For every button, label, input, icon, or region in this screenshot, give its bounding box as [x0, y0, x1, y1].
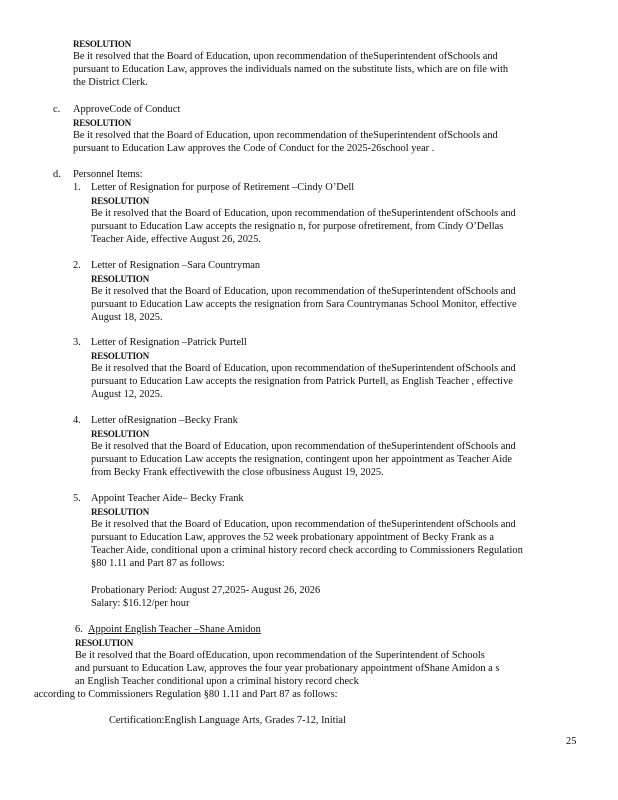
personnel-item-4 [91, 414, 516, 479]
substitute-lists-resolution [73, 37, 508, 89]
item-number: 5. [73, 493, 81, 504]
resolution-text-line: pursuant to Education Law accepts the resignation, contingent upon her appointment as Teacher Aide [91, 454, 512, 465]
resolution-text-line: Teacher Aide, conditional upon a criminal history record check according to Commissioners Regulation [91, 545, 523, 556]
resolution-text-line: an English Teacher conditional upon a criminal history record check [75, 676, 359, 687]
section-title: Personnel Items: [73, 169, 143, 180]
resolution-text-line: Be it resolved that the Board of Education, upon recommendation of theSuperintendent ofSchools and [73, 130, 498, 141]
resolution-text-line: August 18, 2025. [91, 312, 163, 323]
resolution-text-line: Teacher Aide, effective August 26, 2025. [91, 234, 261, 245]
item-title: Appoint English Teacher –Shane Amidon [88, 624, 261, 635]
resolution-text-line: §80 1.11 and Part 87 as follows: [91, 558, 225, 569]
item-title: Letter of Resignation for purpose of Retirement –Cindy O’Dell [91, 182, 355, 193]
personnel-item-5 [91, 492, 523, 570]
item-title: Letter ofResignation –Becky Frank [91, 415, 238, 426]
item-number: 2. [73, 260, 81, 271]
page-number: 25 [566, 736, 577, 747]
resolution-text-line: and pursuant to Education Law, approves the four year probationary appointment ofShane Amidon a s [75, 663, 500, 674]
resolution-text-line: pursuant to Education Law approves the Code of Conduct for the 2025-26school year . [73, 143, 435, 154]
item-title: Letter of Resignation –Patrick Purtell [91, 337, 247, 348]
salary: Salary: $16.12/per hour [91, 598, 190, 609]
item-number: 6. [75, 624, 83, 635]
resolution-text-line: Be it resolved that the Board of Education, upon recommendation of theSuperintendent ofSchools and [73, 51, 498, 62]
resolution-text-line: pursuant to Education Law, approves the 52 week probationary appointment of Becky Frank as a [91, 532, 495, 543]
resolution-heading: RESOLUTION [91, 273, 150, 285]
item-title: Letter of Resignation –Sara Countryman [91, 260, 261, 271]
resolution-text-line: Be it resolved that the Board of Education, upon recommendation of theSuperintendent ofSchools and [91, 208, 516, 219]
resolution-text-line: Be it resolved that the Board of Education, upon recommendation of theSuperintendent ofSchools and [91, 519, 516, 530]
resolution-heading: RESOLUTION [91, 428, 150, 440]
resolution-heading: RESOLUTION [73, 117, 132, 129]
resolution-heading: RESOLUTION [73, 38, 132, 50]
probationary-period: Probationary Period: August 27,2025- August 26, 2026 [91, 585, 321, 596]
resolution-text-line: Be it resolved that the Board of Education, upon recommendation of theSuperintendent ofSchools and [91, 441, 516, 452]
resolution-text-line: pursuant to Education Law, approves the individuals named on the substitute lists, which are on file with [73, 64, 509, 75]
item-number: 3. [73, 337, 81, 348]
section-title: ApproveCode of Conduct [73, 104, 181, 115]
resolution-text-line: the District Clerk. [73, 77, 148, 88]
resolution-text-line: from Becky Frank effectivewith the close ofbusiness August 19, 2025. [91, 467, 384, 478]
item-number: 4. [73, 415, 81, 426]
resolution-text-line: pursuant to Education Law accepts the resignation from Patrick Purtell, as English Teacher , effective [91, 376, 513, 387]
resolution-text-line: Be it resolved that the Board ofEducation, upon recommendation of the Superintendent of Schools [75, 650, 485, 661]
resolution-text-line: pursuant to Education Law accepts the resignatio n, for purpose ofretirement, from Cindy O’Dellas [91, 221, 504, 232]
personnel-item-3 [91, 336, 516, 401]
resolution-text-line: Be it resolved that the Board of Education, upon recommendation of theSuperintendent ofSchools and [91, 363, 516, 374]
personnel-item-2 [91, 259, 517, 324]
item-number: 1. [73, 182, 81, 193]
resolution-heading: RESOLUTION [75, 637, 134, 649]
personnel-item-6-resolution [75, 636, 499, 688]
resolution-text-line: pursuant to Education Law accepts the resignation from Sara Countrymanas School Monitor, effective [91, 299, 517, 310]
section-marker-c: c. [53, 104, 61, 115]
resolution-heading: RESOLUTION [91, 350, 150, 362]
certification: Certification:English Language Arts, Grades 7-12, Initial [109, 715, 346, 726]
resolution-text-line: Be it resolved that the Board of Education, upon recommendation of theSuperintendent ofSchools and [91, 286, 516, 297]
item-title: Appoint Teacher Aide– Becky Frank [91, 493, 244, 504]
section-marker-d: d. [53, 169, 61, 180]
section-c-code-of-conduct [73, 103, 498, 155]
resolution-heading: RESOLUTION [91, 195, 150, 207]
appointment-details [91, 584, 320, 610]
resolution-heading: RESOLUTION [91, 506, 150, 518]
resolution-text-line: according to Commissioners Regulation §80 1.11 and Part 87 as follows: [34, 689, 338, 700]
resolution-text-line: August 12, 2025. [91, 389, 163, 400]
personnel-item-6 [88, 623, 261, 636]
personnel-item-1 [91, 181, 516, 246]
